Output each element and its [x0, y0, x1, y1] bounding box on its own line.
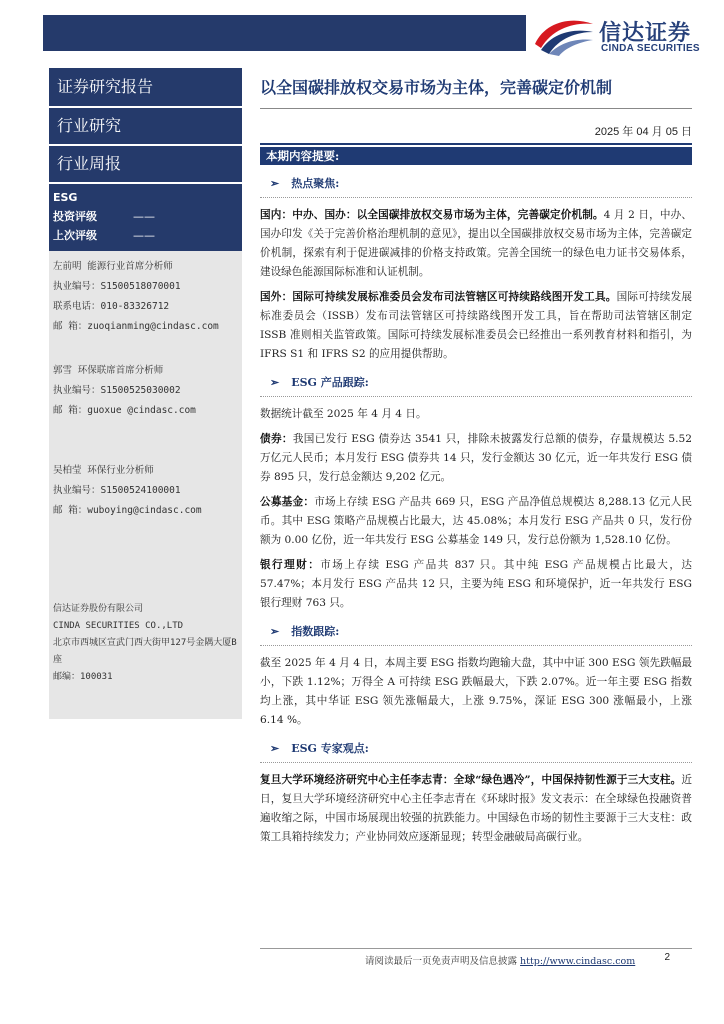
page-title: 以全国碳排放权交易市场为主体，完善碳定价机制 — [260, 78, 613, 97]
meta-row — [53, 207, 238, 226]
logo-swoosh-icon — [531, 14, 597, 58]
paragraph — [260, 288, 692, 364]
paragraph-text: 数据统计截至 2025 年 4 月 4 日。 — [260, 408, 427, 420]
paragraph — [260, 430, 692, 487]
analyst-email[interactable]: 邮 箱：guoxue @cindasc.com — [53, 405, 196, 416]
analyst-list — [49, 251, 242, 541]
paragraph-lead: 国外：国际可持续发展标准委员会发布司法管辖区可持续路线图开发工具。 — [260, 291, 617, 303]
report-type: 证券研究报告 — [49, 68, 242, 106]
paragraph — [260, 206, 692, 282]
analyst-name: 郭雪 环保联席首席分析师 — [53, 365, 164, 376]
paragraph-text: 市场上存续 ESG 产品共 669 只，ESG 产品净值总规模达 8,288.13 亿元人民币。其中 ESG 策略产品规模占比最大，达 45.08%；本月发行 ESG 产品共 0 只，发行份额为 0.00 亿份，近一年共发行 ESG 公募基金 149 只，发行总份额为 1,528.10 亿份。 — [260, 496, 693, 546]
paragraph — [260, 654, 692, 730]
section-heading — [270, 623, 692, 641]
paragraph-text: 近日，复旦大学环境经济研究中心主任李志青在《环球时报》发文表示：在全球绿色投融资普遍收缩之际，中国市场展现出较强的抗跌能力。中国绿色市场的韧性主要源于三大支柱：政策工具箱持续发力；产业协同效应逐渐显现；转型金融破局高碳行业。 — [260, 774, 692, 843]
page-footer — [260, 948, 692, 968]
report-category: 行业研究 — [49, 108, 242, 144]
arrow-bullet-icon: ➢ — [270, 742, 280, 755]
section-heading — [270, 740, 692, 758]
page-number: 2 — [664, 952, 670, 963]
date-divider — [260, 143, 692, 145]
section-divider — [260, 396, 692, 397]
paragraph-lead: 公募基金： — [260, 496, 315, 508]
company-address: 北京市西城区宣武门西大街甲127号金隅大厦B座 — [53, 638, 237, 665]
arrow-bullet-icon: ➢ — [270, 625, 280, 638]
section-divider — [260, 197, 692, 198]
analyst-card — [49, 341, 242, 441]
logo-name-cn: 信达证券 — [599, 21, 692, 46]
paragraph-text: 国际可持续发展标准委员会（ISSB）发布司法管辖区可持续路线图开发工具，旨在帮助司法管辖区制定 ISSB 准则相关监管政策。国际可持续发展标准委员会已经推出一系列教育材料和指引，为 IFRS S1 和 IFRS S2 的应用提供帮助。 — [260, 291, 693, 360]
paragraph-lead: 债券： — [260, 433, 293, 445]
rating-block — [49, 184, 242, 251]
footer-disclaimer: 请阅读最后一页免责声明及信息披露 — [365, 956, 518, 967]
analyst-email[interactable]: 邮 箱：zuoqianming@cindasc.com — [53, 321, 219, 332]
paragraph-text: 截至 2025 年 4 月 4 日，本周主要 ESG 指数均跑输大盘，其中中证 300 ESG 领先跌幅最小，下跌 1.12%；万得全 A 可持续 ESG 跌幅最大，下跌 2.07%。近一年主要 ESG 指数均上涨，其中华证 ESG 领先涨幅最大，上涨 9.75%，深证 ESG 300 涨幅最小，上涨 6.14 %。 — [260, 657, 692, 726]
section-list — [260, 175, 692, 847]
meta-key: 上次评级 — [53, 229, 97, 242]
meta-row — [53, 226, 238, 245]
analyst-email[interactable]: 邮 箱：wuboying@cindasc.com — [53, 505, 202, 516]
title-divider — [260, 108, 692, 109]
paragraph-text: 市场上存续 ESG 产品共 837 只。其中纯 ESG 产品规模占比最大，达 57.47%；本月发行 ESG 产品共 12 只，主要为纯 ESG 和环境保护，近一年共发行 ESG 银行理财 763 只。 — [260, 559, 692, 609]
section-heading — [270, 175, 692, 193]
analyst-name: 左前明 能源行业首席分析师 — [53, 261, 173, 272]
arrow-bullet-icon: ➢ — [270, 177, 280, 190]
section-divider — [260, 762, 692, 763]
paragraph — [260, 493, 692, 550]
paragraph-text: 我国已发行 ESG 债券达 3541 只，排除未披露发行总额的债券，存量规模达 5.52 万亿元人民币；本月发行 ESG 债券共 14 只，发行金额达 30 亿元，近一年共发行 ESG 债券 895 只，发行总金额达 9,202 亿元。 — [260, 433, 692, 483]
analyst-cert: 执业编号：S1500524100001 — [53, 485, 181, 496]
meta-key: ESG — [53, 191, 78, 204]
section-heading-text: 热点聚焦: — [291, 177, 340, 190]
company-postcode: 邮编：100031 — [53, 672, 113, 682]
section-heading-text: 指数跟踪: — [291, 625, 340, 638]
report-date: 2025 年 04 月 05 日 — [594, 126, 692, 138]
report-subcategory: 行业周报 — [49, 146, 242, 182]
company-name-en: CINDA SECURITIES CO.,LTD — [53, 621, 184, 631]
paragraph-lead: 银行理财： — [260, 559, 321, 571]
paragraph-text: 4 月 2 日，中办、国办印发《关于完善价格治理机制的意见》，提出以全国碳排放权交易市场为主体，完善碳定价机制，探索有利于促进碳减排的价格支持政策。完善全国统一的绿色电力证书交易体系，建设绿色能源国际标准和认证机制。 — [260, 209, 692, 278]
company-info — [49, 541, 242, 719]
analyst-phone: 联系电话：010-83326712 — [53, 301, 170, 312]
paragraph — [260, 771, 692, 847]
analyst-name: 吴柏莹 环保行业分析师 — [53, 465, 154, 476]
summary-heading: 本期内容提要: — [260, 147, 692, 165]
section-divider — [260, 645, 692, 646]
footer-link[interactable]: http://www.cindasc.com — [520, 956, 636, 967]
section-heading-text: ESG 产品跟踪: — [291, 376, 369, 389]
meta-value: —— — [133, 210, 155, 223]
main-content — [260, 68, 692, 853]
paragraph — [260, 405, 692, 424]
meta-key: 投资评级 — [53, 210, 97, 223]
arrow-bullet-icon: ➢ — [270, 376, 280, 389]
company-name-cn: 信达证券股份有限公司 — [53, 604, 144, 614]
analyst-cert: 执业编号：S1500518070001 — [53, 281, 181, 292]
footer-text — [365, 953, 635, 967]
section-heading — [270, 374, 692, 392]
meta-value: —— — [133, 229, 155, 242]
paragraph — [260, 556, 692, 613]
analyst-card — [49, 251, 242, 341]
meta-row — [53, 188, 238, 207]
paragraph-lead: 国内：中办、国办：以全国碳排放权交易市场为主体，完善碳定价机制。 — [260, 209, 604, 221]
logo-name-en: CINDA SECURITIES — [601, 43, 700, 54]
analyst-cert: 执业编号：S1500525030002 — [53, 385, 181, 396]
analyst-card — [49, 441, 242, 541]
sidebar — [49, 68, 242, 688]
section-heading-text: ESG 专家观点: — [291, 742, 369, 755]
top-banner — [43, 15, 526, 51]
cinda-logo — [531, 14, 711, 58]
paragraph-lead: 复旦大学环境经济研究中心主任李志青：全球“绿色遇冷”，中国保持韧性源于三大支柱。 — [260, 774, 682, 786]
